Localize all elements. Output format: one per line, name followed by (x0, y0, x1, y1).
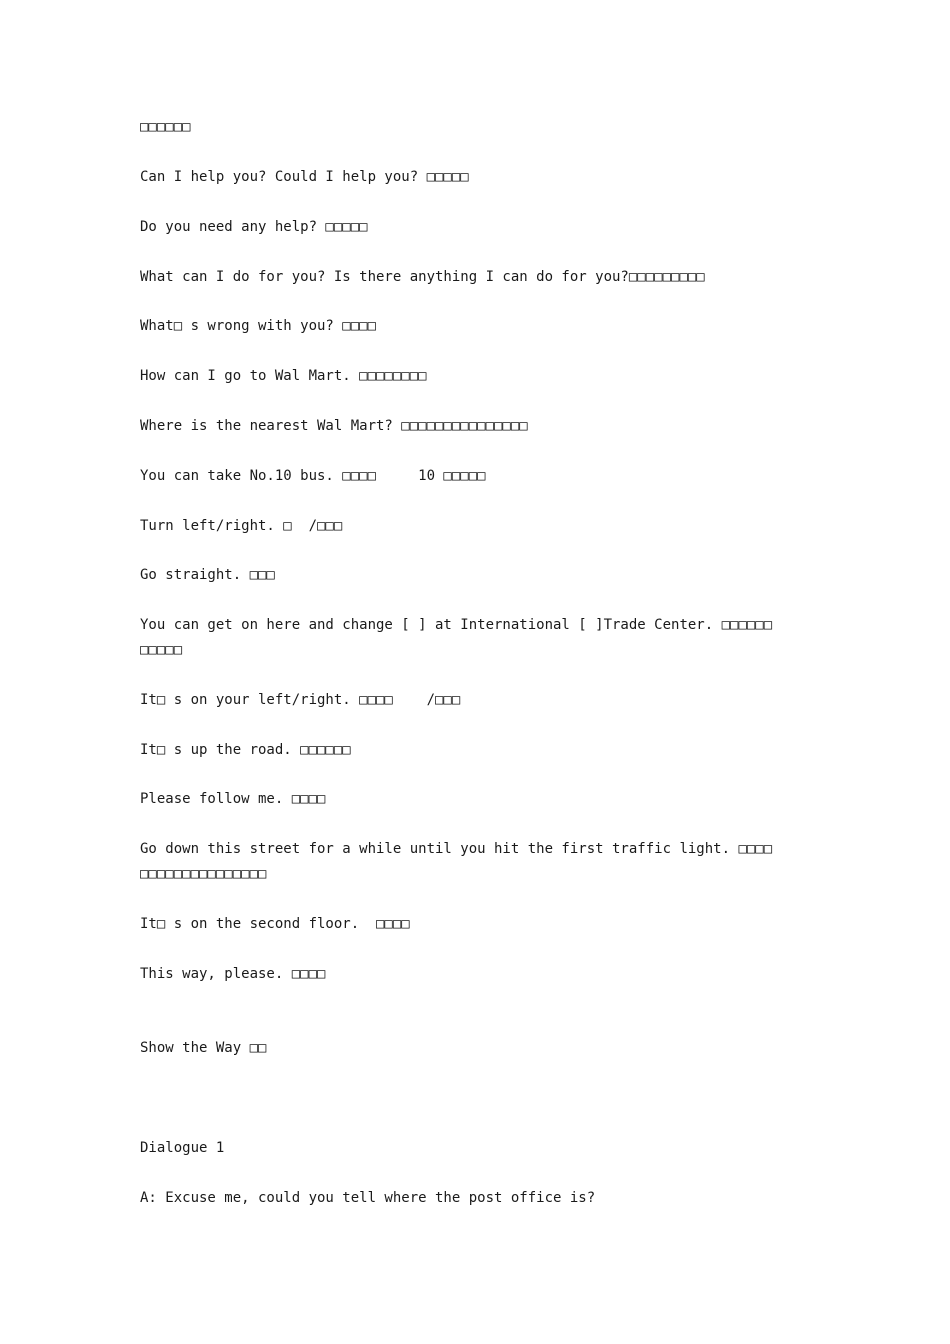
phrase-line: It□ s on the second floor. □□□□ (140, 916, 410, 932)
phrase-line: It□ s up the road. □□□□□□ (140, 742, 351, 758)
phrase-line: This way, please. □□□□ (140, 966, 326, 982)
phrase-line: You can get on here and change [ ] at International [ ]Trade Center. □□□□□□□□□□□ (140, 617, 773, 658)
document-page (140, 0, 780, 1344)
phrase-line: Where is the nearest Wal Mart? □□□□□□□□□□□□□□□ (140, 418, 528, 434)
phrase-line: Go down this street for a while until you hit the first traffic light. □□□□□□□□□□□□□□□□□□□ (140, 841, 773, 882)
dialogue-heading: Dialogue 1 (140, 1140, 225, 1156)
phrase-line: Do you need any help? □□□□□ (140, 219, 368, 235)
phrase-line: You can take No.10 bus. □□□□ 10 □□□□□ (140, 468, 486, 484)
phrase-line: Please follow me. □□□□ (140, 791, 326, 807)
section-heading: □□□□□□ (140, 119, 191, 135)
phrase-line: What can I do for you? Is there anything I can do for you?□□□□□□□□□ (140, 269, 705, 285)
phrase-line: Can I help you? Could I help you? □□□□□ (140, 169, 469, 185)
dialogue-line: A: Excuse me, could you tell where the post office is? (140, 1190, 596, 1206)
section-heading: Show the Way □□ (140, 1040, 267, 1056)
phrase-line: Go straight. □□□ (140, 567, 275, 583)
phrase-line: It□ s on your left/right. □□□□ /□□□ (140, 692, 461, 708)
phrase-line: Turn left/right. □ /□□□ (140, 518, 343, 534)
phrase-line: How can I go to Wal Mart. □□□□□□□□ (140, 368, 427, 384)
phrase-line: What□ s wrong with you? □□□□ (140, 318, 377, 334)
